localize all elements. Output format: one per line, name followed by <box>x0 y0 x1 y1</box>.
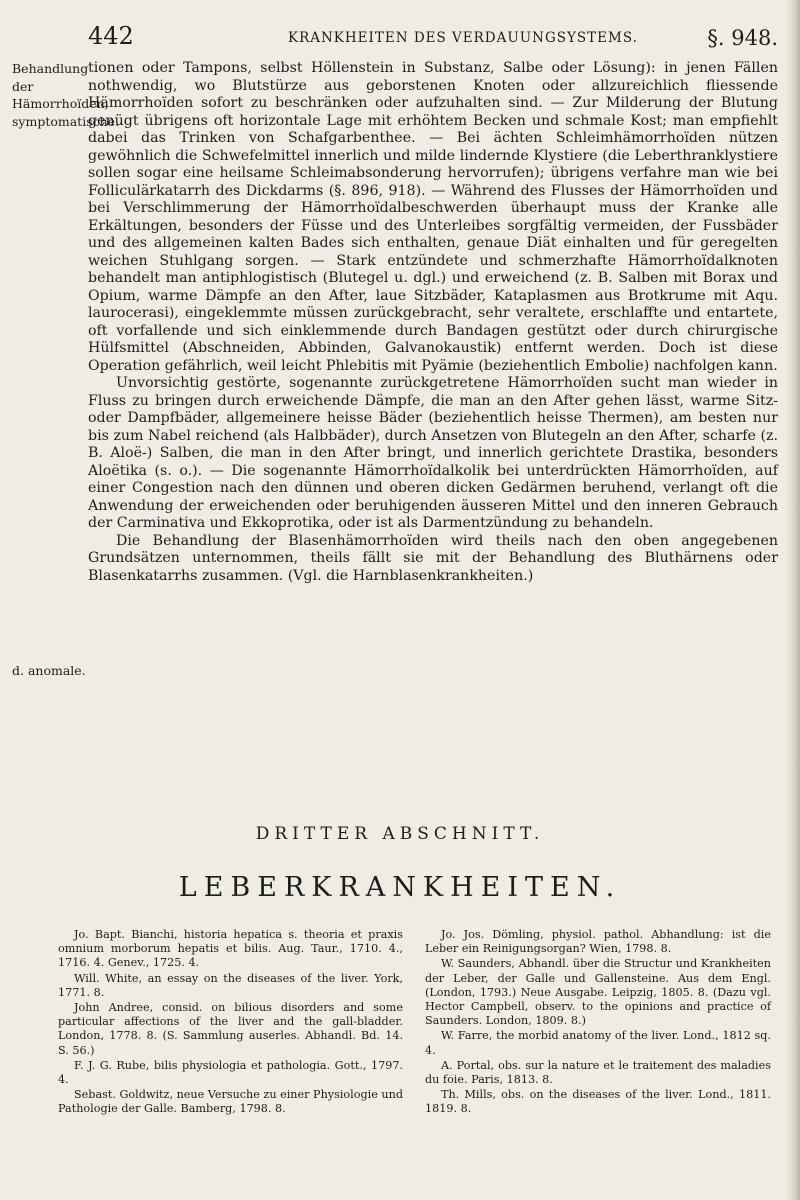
chapter-heading: LEBERKRANKHEITEN. <box>178 872 622 903</box>
main-text <box>88 60 778 585</box>
page-edge-shadow <box>786 0 800 1200</box>
margin-note-anomale: d. anomale. <box>12 663 86 678</box>
reference-entry: Th. Mills, obs. on the diseases of the liver. Lond., 1811. 1819. 8. <box>425 1088 771 1116</box>
page-header <box>88 22 778 56</box>
reference-entry: Jo. Bapt. Bianchi, historia hepatica s. theoria et praxis omnium morborum hepatis et bilis. Aug. Taur., 1710. 4., 1716. 4. Genev., 1725. 4. <box>58 928 403 970</box>
references-right-column <box>425 928 771 1118</box>
paragraph-bladder: Die Behandlung der Blasenhämorrhoïden wird theils nach den oben angegebenen Grundsätzen unternommen, theils fällt sie mit der Behandlung des Bluthärnens oder Blasenkatarrhs zusammen. (Vgl. die Harnblasenkrankheiten.) <box>88 532 778 584</box>
section-number: §. 948. <box>707 26 778 50</box>
reference-entry: Will. White, an essay on the diseases of the liver. York, 1771. 8. <box>58 971 403 999</box>
reference-entry: W. Saunders, Abhandl. über die Structur und Krankheiten der Leber, der Galle und Gallensteine. Aus dem Engl. (London, 1793.) Neue Ausgabe. Leipzig, 1805. 8. (Dazu vgl. Hector Campbell, observ. to the opinions and practice of Saunders. London, 1809. 8.) <box>425 957 771 1028</box>
reference-entry: John Andree, consid. on bilious disorders and some particular affections of the liver and the gall-bladder. London, 1778. 8. (S. Sammlung auserles. Abhandl. Bd. 14. S. 56.) <box>58 1001 403 1057</box>
part-heading: DRITTER ABSCHNITT. <box>255 824 545 844</box>
running-title: KRANKHEITEN DES VERDAUUNGSYSTEMS. <box>288 30 638 46</box>
reference-entry: W. Farre, the morbid anatomy of the liver. Lond., 1812 sq. 4. <box>425 1029 771 1057</box>
references-left-column <box>58 928 403 1118</box>
margin-note-behandlung: Behandlung der Hämorrhoïden, symptomatische. <box>12 61 120 129</box>
reference-entry: Sebast. Goldwitz, neue Versuche zu einer Physiologie und Pathologie der Galle. Bamberg, 1798. 8. <box>58 1088 403 1116</box>
paragraph-treatment: tionen oder Tampons, selbst Höllenstein in Substanz, Salbe oder Lösung): in jenen Fällen nothwendig, wo Blutstürze aus geborstenen Knoten oder allzureichlich fliessende Hämorrhoïden sofort zu beschränken oder aufzuhalten sind. — Zur Milderung der Blutung genügt übrigens oft horizontale Lage mit erhöhtem Becken und schmale Kost; man empfiehlt dabei das Trinken von Schafgarbenthee. — Bei ächten Schleimhämorrhoïden nützen gewöhnlich die Schwefelmittel innerlich und milde lindernde Klystiere (die Leberthranklystiere sollen sogar eine heilsame Schleimabsonderung hervorrufen); übrigens verfahre man wie bei Folliculärkatarrh des Dickdarms (§. 896, 918). — Während des Flusses der Hämorrhoïden und bei Verschlimmerung der Hämorrhoïdalbeschwerden überhaupt muss der Kranke alle Erkältungen, besonders der Füsse und des Unterleibes sorgfältig vermeiden, der Fussbäder und des allgemeinen kalten Bades sich enthalten, genaue Diät einhalten und für geregelten weichen Stuhlgang sorgen. — Stark entzündete und schmerzhafte Hämorrhoïdalknoten behandelt man antiphlogistisch (Blutegel u. dgl.) und erweichend (z. B. Salben mit Borax und Opium, warme Dämpfe an den After, laue Sitzbäder, Kataplasmen aus Brotkrume mit Aqu. laurocerasi), eingeklemmte müssen zurückgebracht, sehr veraltete, erschlaffte und entartete, oft vorfallende und sich einklemmende durch Bandagen gestützt oder durch chirurgische Hülfsmittel (Abschneiden, Abbinden, Galvanokaustik) entfernt werden. Doch ist diese Operation gefährlich, weil leicht Phlebitis mit Pyämie (beziehentlich Embolie) nachfolgen kann. <box>88 60 778 374</box>
reference-entry: Jo. Jos. Dömling, physiol. pathol. Abhandlung: ist die Leber ein Reinigungsorgan? Wien, 1798. 8. <box>425 928 771 956</box>
reference-entry: A. Portal, obs. sur la nature et le traitement des maladies du foie. Paris, 1813. 8. <box>425 1058 771 1087</box>
page-number: 442 <box>88 22 134 50</box>
paragraph-anomalous: Unvorsichtig gestörte, sogenannte zurückgetretene Hämorrhoïden sucht man wieder in Fluss zu bringen durch erweichende Dämpfe, die man an den After gehen lässt, warme Sitz- oder Dampfbäder, allgemeinere heisse Bäder (beziehentlich heisse Thermen), am besten nur bis zum Nabel reichend (als Halbbäder), durch Ansetzen von Blutegeln an den After, scharfe (z. B. Aloë-) Salben, die man in den After bringt, und innerlich gerichtete Drastika, besonders Aloëtika (s. o.). — Die sogenannte Hämorrhoïdalkolik bei unterdrückten Hämorrhoïden, auf einer Congestion nach den dünnen und oberen dicken Gedärmen beruhend, verlangt oft die Anwendung der erweichenden oder beruhigenden äusseren Mittel und den inneren Gebrauch der Carminativa und Ekkoprotika, oder ist als Darmentzündung zu behandeln. <box>88 375 778 531</box>
reference-entry: F. J. G. Rube, bilis physiologia et pathologia. Gott., 1797. 4. <box>58 1058 403 1087</box>
